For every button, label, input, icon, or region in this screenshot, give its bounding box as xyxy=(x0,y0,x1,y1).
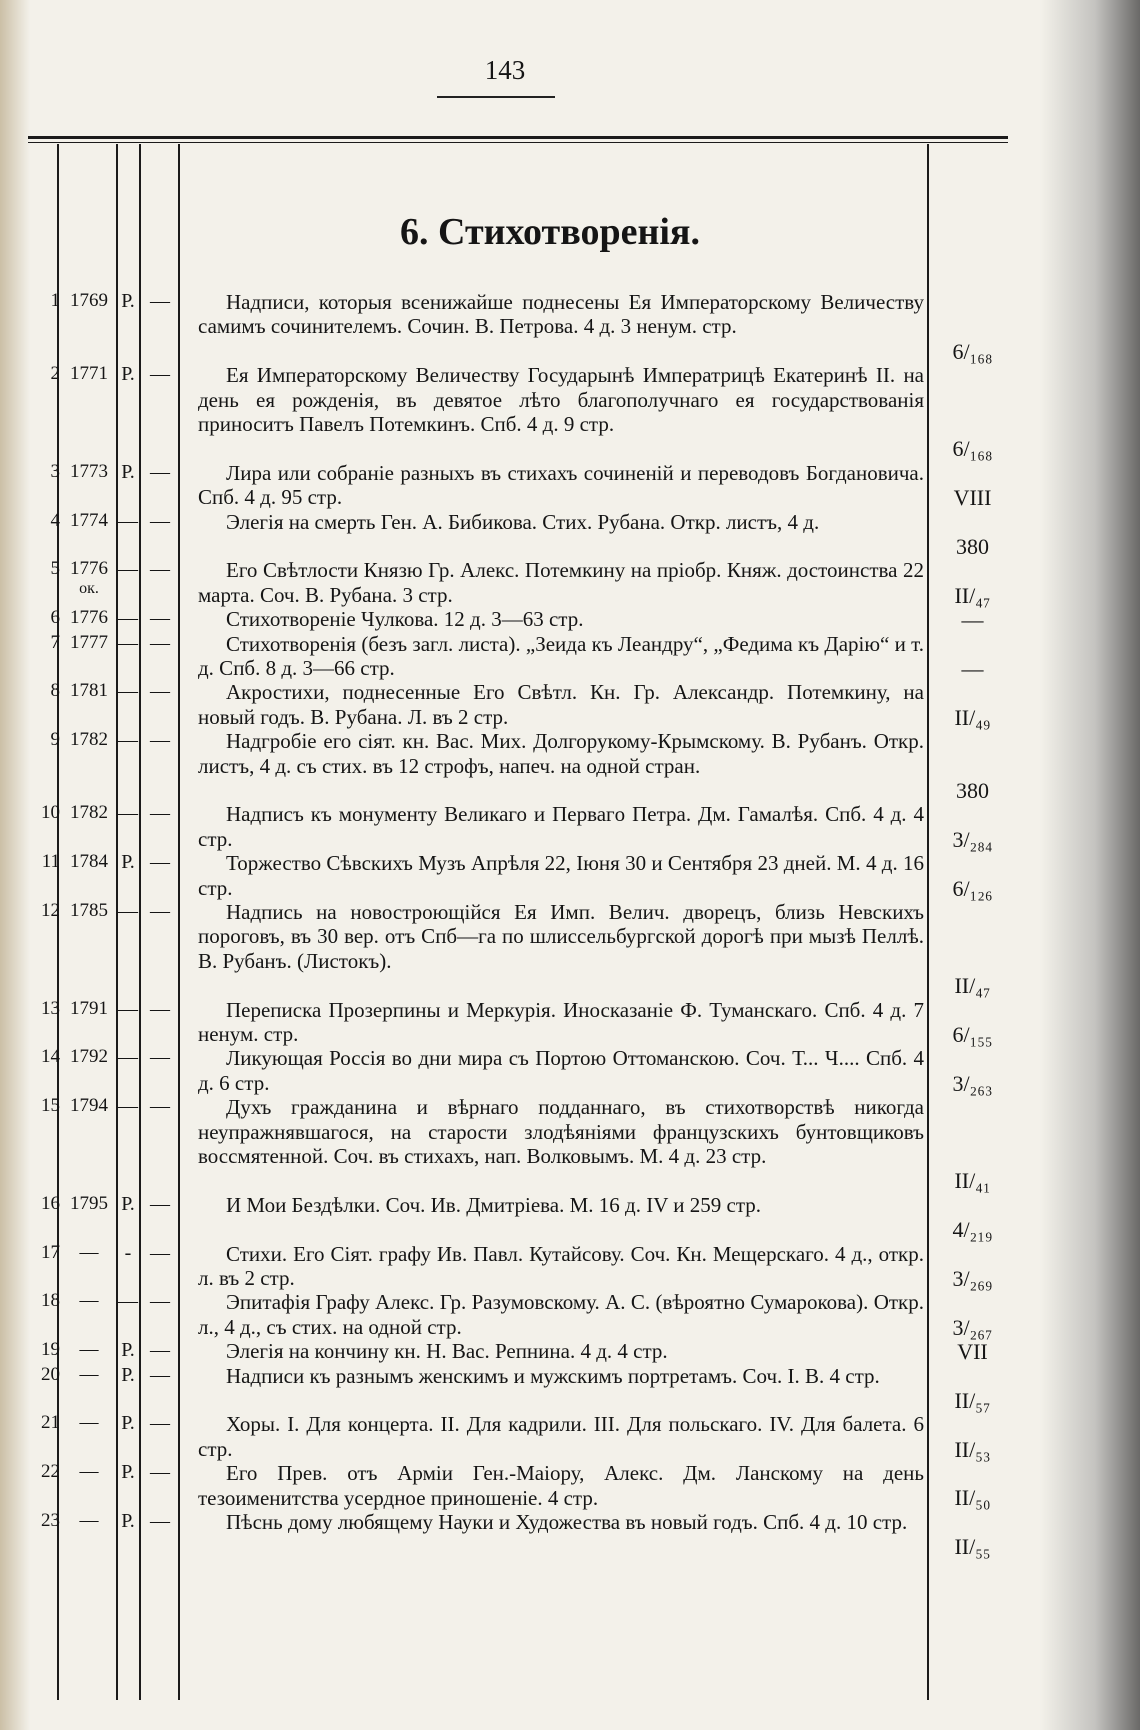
entry-place: Р. xyxy=(121,1363,135,1386)
entry-year-value: — xyxy=(79,1339,99,1361)
entry-year-value: 1782 xyxy=(70,729,108,751)
entry-format: — xyxy=(150,509,170,532)
entry-format: — xyxy=(150,1461,170,1484)
entry-reference: II/₅₃ xyxy=(954,1436,991,1462)
entry-reference: 4/₂₁₉ xyxy=(952,1217,993,1243)
entry-year-value: 1784 xyxy=(70,851,108,873)
entry-description: Торжество Сѣвскихъ Музъ Апрѣля 22, Іюня 30 и Сентября 23 дней. М. 4 д. 16 стр. xyxy=(198,851,924,900)
entry-year-value: 1782 xyxy=(70,802,108,824)
entry-number: 22 xyxy=(41,1461,60,1483)
entry-format: — xyxy=(150,558,170,581)
entry-row xyxy=(0,802,1140,851)
entry-number: 14 xyxy=(41,1046,60,1068)
entry-place: Р. xyxy=(121,363,135,386)
entry-year xyxy=(60,729,118,751)
entry-number: 17 xyxy=(41,1241,60,1263)
entry-year xyxy=(60,1290,118,1312)
entry-reference: 6/₁₅₅ xyxy=(952,1021,993,1047)
entry-reference: II/₄₇ xyxy=(954,582,991,608)
entry-format: — xyxy=(150,802,170,825)
entry-year-value: 1769 xyxy=(70,290,108,311)
section-title: 6. Стихотворенія. xyxy=(400,211,700,253)
entry-reference: 380 xyxy=(956,777,989,803)
entry-row xyxy=(0,1510,1140,1559)
entry-place: — xyxy=(118,1046,138,1069)
entry-year-value: 1795 xyxy=(70,1192,108,1214)
entry-year xyxy=(60,632,118,654)
entry-year-value: — xyxy=(79,1461,99,1483)
entry-description: Пѣснь дому любящему Науки и Художества въ новый годъ. Спб. 4 д. 10 стр. xyxy=(226,1509,908,1534)
entry-reference: 380 xyxy=(956,533,989,559)
entry-place: Р. xyxy=(121,1339,135,1362)
entry-number: 7 xyxy=(50,631,60,653)
entry-place: — xyxy=(118,802,138,825)
entry-number: 21 xyxy=(41,1412,60,1434)
entry-place: Р. xyxy=(121,1192,135,1215)
entry-row xyxy=(0,1412,1140,1461)
entry-row xyxy=(0,607,1140,631)
entry-row xyxy=(0,632,1140,681)
entry-row xyxy=(0,680,1140,729)
entry-format: — xyxy=(150,460,170,483)
entry-description: Его Свѣтлости Князю Гр. Алекс. Потемкину на пріобр. Княж. достоинства 22 марта. Соч. В. Рубана. 3 стр. xyxy=(198,558,924,607)
entry-year xyxy=(60,1193,118,1215)
entry-row xyxy=(0,1364,1140,1413)
entry-reference: II/₅₀ xyxy=(954,1485,991,1511)
entry-description: Надписи, которыя всенижайше поднесены Ея Императорскому Величеству самимъ сочинителемъ. Сочин. В. Петрова. 4 д. 3 ненум. стр. xyxy=(198,290,924,339)
entry-year xyxy=(60,363,118,385)
entries-table xyxy=(0,290,1140,1559)
entry-number: 10 xyxy=(41,802,60,824)
entry-number: 13 xyxy=(41,997,60,1019)
entry-format: — xyxy=(150,1290,170,1313)
entry-description: Элегія на кончину кн. Н. Вас. Репнина. 4 д. 4 стр. xyxy=(226,1339,668,1364)
entry-number: 1 xyxy=(50,290,60,311)
entry-year-value: — xyxy=(79,1290,99,1312)
entry-description: Духъ гражданина и вѣрнаго подданнаго, въ стихотворствѣ никогда неупражнявшагося, на старости злодѣяніями французскихъ бунтовщиковъ воссмятенной. Соч. въ стихахъ, нап. Волковымъ. М. 4 д. 23 стр. xyxy=(198,1095,924,1168)
entry-reference: 3/₂₈₄ xyxy=(952,826,993,852)
entry-year xyxy=(60,607,118,629)
entry-reference: VII xyxy=(957,1339,988,1365)
entry-description: Акростихи, поднесенные Его Свѣтл. Кн. Гр. Александр. Потемкину, на новый годъ. В. Рубана. Л. въ 2 стр. xyxy=(198,680,924,729)
entry-number: 3 xyxy=(50,460,60,482)
page-number-rule xyxy=(437,96,555,98)
entry-format: — xyxy=(150,363,170,386)
entry-format: — xyxy=(150,1412,170,1435)
entry-format: — xyxy=(150,1046,170,1069)
entry-place: — xyxy=(118,680,138,703)
entry-description: Его Прев. отъ Арміи Ген.-Маіору, Алекс. Дм. Ланскому на день тезоименитства усердное приношеніе. 4 стр. xyxy=(198,1461,924,1510)
entry-place: — xyxy=(118,997,138,1020)
entry-number: 15 xyxy=(41,1095,60,1117)
entry-year-value: — xyxy=(79,1363,99,1385)
entry-number: 6 xyxy=(50,607,60,629)
entry-year-value: — xyxy=(79,1509,99,1531)
entry-year xyxy=(60,1242,118,1264)
entry-place: — xyxy=(118,1290,138,1313)
entry-format: — xyxy=(150,1339,170,1362)
entry-description: Элегія на смерть Ген. А. Бибикова. Стих. Рубана. Откр. листъ, 4 д. xyxy=(226,509,820,534)
entry-description: Стихи. Его Сіят. графу Ив. Павл. Кутайсову. Соч. Кн. Мещерскаго. 4 д., откр. л. въ 2 стр. xyxy=(198,1241,924,1290)
entry-format: — xyxy=(150,1095,170,1118)
entry-row xyxy=(0,1193,1140,1242)
entry-year xyxy=(60,558,118,597)
entry-number: 8 xyxy=(50,680,60,702)
entry-row xyxy=(0,1095,1140,1193)
page-number: 143 xyxy=(484,55,526,85)
entry-format: — xyxy=(150,1192,170,1215)
entry-number: 12 xyxy=(41,899,60,921)
entry-format: — xyxy=(150,729,170,752)
entry-format: — xyxy=(150,1241,170,1264)
entry-reference: 6/₁₆₈ xyxy=(952,436,993,462)
entry-year xyxy=(60,290,118,312)
entry-year-value: 1776 xyxy=(70,558,108,580)
entry-number: 20 xyxy=(41,1363,60,1385)
entry-year-value: 1771 xyxy=(70,363,108,385)
entry-reference: 6/₁₂₆ xyxy=(952,875,993,901)
entry-reference: 3/₂₆₃ xyxy=(952,1070,993,1096)
entry-description: И Мои Бездѣлки. Соч. Ив. Дмитріева. М. 16 д. IV и 259 стр. xyxy=(226,1192,761,1217)
entry-reference: 3/₂₆₇ xyxy=(952,1314,993,1340)
entry-format: — xyxy=(150,607,170,630)
entry-description: Надгробіе его сіят. кн. Вас. Мих. Долгорукому-Крымскому. В. Рубанъ. Откр. листъ, 4 д. съ стих. въ 12 строфъ, напеч. на одной стран. xyxy=(198,729,924,778)
entry-place: — xyxy=(118,558,138,581)
entry-format: — xyxy=(150,997,170,1020)
entry-format: — xyxy=(150,290,170,312)
entry-place: Р. xyxy=(121,1412,135,1435)
entry-year-value: 1776 xyxy=(70,607,108,629)
entry-place: — xyxy=(118,1095,138,1118)
entry-row xyxy=(0,998,1140,1047)
entry-number: 16 xyxy=(41,1192,60,1214)
entry-year-value: 1794 xyxy=(70,1095,108,1117)
entry-place: Р. xyxy=(121,851,135,874)
entry-year xyxy=(60,510,118,532)
entry-row xyxy=(0,510,1140,559)
entry-year xyxy=(60,900,118,922)
entry-year xyxy=(60,680,118,702)
entry-number: 4 xyxy=(50,509,60,531)
entry-number: 19 xyxy=(41,1339,60,1361)
entry-row xyxy=(0,461,1140,510)
entry-reference: 3/₂₆₉ xyxy=(952,1265,993,1291)
entry-year-value: 1773 xyxy=(70,460,108,482)
entry-place: — xyxy=(118,899,138,922)
entry-row xyxy=(0,1242,1140,1291)
entry-format: — xyxy=(150,631,170,654)
entry-year xyxy=(60,1461,118,1483)
top-rule xyxy=(28,136,1008,139)
page-edge-shadow xyxy=(1040,0,1140,1730)
entry-row xyxy=(0,851,1140,900)
entry-number: 11 xyxy=(41,851,60,873)
entry-reference: II/₅₅ xyxy=(954,1534,991,1560)
entry-year xyxy=(60,461,118,483)
entry-year-value: 1781 xyxy=(70,680,108,702)
entry-reference: II/₄₉ xyxy=(954,704,991,730)
entry-year-value: 1792 xyxy=(70,1046,108,1068)
entry-description: Ликующая Россія во дни мира съ Портою Оттоманскою. Соч. Т... Ч.... Спб. 4 д. 6 стр. xyxy=(198,1046,924,1095)
entry-row xyxy=(0,1339,1140,1363)
entry-reference: II/₄₇ xyxy=(954,973,991,999)
entry-place: Р. xyxy=(121,1509,135,1532)
entry-description: Стихотворенія (безъ загл. листа). „Зеида къ Леандру“, „Федима къ Дарію“ и т. д. Спб. 8 д. 3—66 стр. xyxy=(198,631,924,680)
entry-year xyxy=(60,1412,118,1434)
entry-description: Надписи къ разнымъ женскимъ и мужскимъ портретамъ. Соч. І. В. 4 стр. xyxy=(226,1363,880,1388)
entry-description: Ея Императорскому Величеству Государынѣ Императрицѣ Екатеринѣ II. на день ея рожденія, въ девятое лѣто благополучнаго ея государствованія приноситъ Павелъ Потемкинъ. Спб. 4 д. 9 стр. xyxy=(198,363,924,436)
entry-row xyxy=(0,1046,1140,1095)
entry-place: - xyxy=(124,1241,132,1264)
entry-reference: — xyxy=(961,607,984,633)
entry-number: 9 xyxy=(50,729,60,751)
entry-place: Р. xyxy=(121,290,135,312)
entry-year xyxy=(60,1339,118,1361)
entry-format: — xyxy=(150,899,170,922)
entry-number: 23 xyxy=(41,1509,60,1531)
entry-number: 18 xyxy=(41,1290,60,1312)
entry-year-value: 1774 xyxy=(70,509,108,531)
entry-description: Надписъ къ монументу Великаго и Первагo Петра. Дм. Гамалѣя. Спб. 4 д. 4 стр. xyxy=(198,802,924,851)
entry-format: — xyxy=(150,680,170,703)
entry-year xyxy=(60,851,118,873)
entry-year-value: 1791 xyxy=(70,997,108,1019)
entry-row xyxy=(0,558,1140,607)
entry-row xyxy=(0,363,1140,461)
entry-format: — xyxy=(150,851,170,874)
entry-year xyxy=(60,1364,118,1386)
entry-description: Стихотвореніе Чулкова. 12 д. 3—63 стр. xyxy=(226,607,584,632)
entry-description: Переписка Прозерпины и Меркурія. Иносказаніе Ф. Туманскаго. Спб. 4 д. 7 ненум. стр. xyxy=(198,997,924,1046)
entry-year xyxy=(60,998,118,1020)
entry-year-value: 1777 xyxy=(70,631,108,653)
entry-place: Р. xyxy=(121,460,135,483)
entry-row xyxy=(0,729,1140,802)
entry-description: Эпитафія Графу Алекс. Гр. Разумовскому. А. С. (вѣроятно Сумарокова). Откр. л., 4 д., съ стих. на одной стр. xyxy=(198,1290,924,1339)
entry-reference: — xyxy=(961,655,984,681)
entry-year-value: 1785 xyxy=(70,899,108,921)
entry-place: — xyxy=(118,729,138,752)
entry-reference: II/₄₁ xyxy=(954,1168,991,1194)
entry-reference: VIII xyxy=(953,485,992,511)
entry-year xyxy=(60,1046,118,1068)
entry-format: — xyxy=(150,1509,170,1532)
entry-row xyxy=(0,1290,1140,1339)
entry-row xyxy=(0,1461,1140,1510)
entry-place: — xyxy=(118,631,138,654)
entry-number: 2 xyxy=(50,363,60,385)
top-rule-thin xyxy=(28,142,1008,143)
entry-year xyxy=(60,802,118,824)
entry-description: Надпись на новостроющійся Ея Имп. Велич. дворецъ, близь Невскихъ пороговъ, въ 30 вер. отъ Спб—га по шлиссельбургской дорогѣ при мызѣ Пеллѣ. В. Рубанъ. (Листокъ). xyxy=(198,899,924,973)
entry-format: — xyxy=(150,1363,170,1386)
entry-year-value: — xyxy=(79,1241,99,1263)
entry-year xyxy=(60,1510,118,1532)
entry-place: — xyxy=(118,607,138,630)
entry-place: — xyxy=(118,509,138,532)
entry-row xyxy=(0,290,1140,363)
entry-description: Лира или собраніе разныхъ въ стихахъ сочиненій и переводовъ Богдановича. Спб. 4 д. 95 стр. xyxy=(198,460,924,510)
entry-row xyxy=(0,900,1140,998)
entry-place: Р. xyxy=(121,1461,135,1484)
entry-year xyxy=(60,1095,118,1117)
entry-number: 5 xyxy=(50,558,60,580)
entry-year-note: ок. xyxy=(79,580,99,598)
entry-description: Хоры. І. Для концерта. II. Для кадрили. III. Для польскаго. IV. Для балета. 6 стр. xyxy=(198,1412,924,1461)
entry-year-value: — xyxy=(79,1412,99,1434)
entry-reference: 6/₁₆₈ xyxy=(952,338,993,364)
entry-reference: II/₅₇ xyxy=(954,1387,991,1413)
